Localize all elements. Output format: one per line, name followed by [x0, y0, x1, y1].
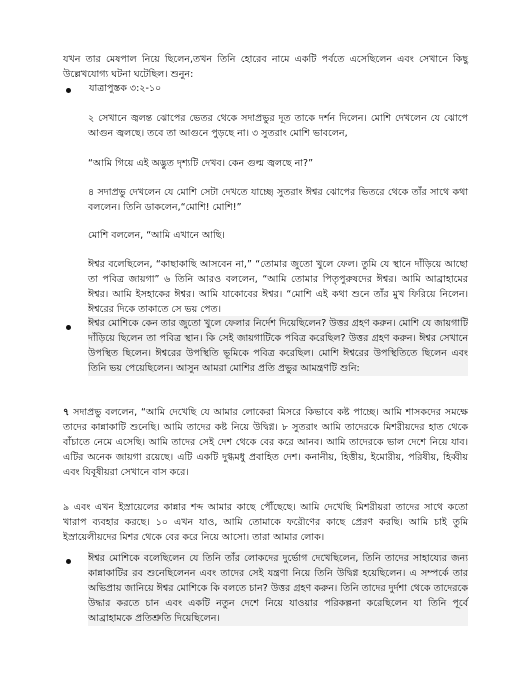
verse-3-quote: “আমি গিয়ে এই অদ্ভুত দৃশ্যটি দেখব। কেন গুল্ম জ্বলছে না?” — [88, 158, 314, 169]
verse-4-paragraph: ৪ সদাপ্রভু দেখলেন যে মোশি সেটা দেখতে যাচ্ছে৷ সুতরাং ঈশ্বর ঝোপের ভিতরে থেকে তাঁর সাথে কথা বললেন। তিনি ডাকলেন,“মোশি! মোশি!” — [88, 187, 468, 213]
intro-paragraph: যখন তার মেষপাল নিয়ে ছিলেন,তখন তিনি হোরেব নামে একটি পর্বতে এসেছিলেন এবং সেখানে কিছু উল্লেখযোগ্য ঘটনা ঘটেছিল। শুনুন: — [63, 54, 468, 80]
verse-7-8-paragraph: ৭ সদাপ্রভু বললেন, “আমি দেখেছি যে আমার লোকেরা মিসরে কিভাবে কষ্ট পাচ্ছে। আমি শাসকদের সমক্ষে তাদের কান্নাকাটি শুনেছি। আমি তাদের কষ্ট নিয়ে উদ্বিগ্ন। ৮ সুতরাং আমি তাদেরকে মিশরীয়দের হাত থেকে বাঁচাতে নেমে এসেছি। আমি তাদের সেই দেশ থেকে বের করে আনব। আমি তাদেরকে ভাল দেশে নিয়ে যাব। এটির অনেক জায়গা রয়েছে। এটি একটি দুগ্ধমধু প্রবাহিত দেশ। কনানীয়, হিত্তীয়, ইমোরীয়, পরিষীয়, হিব্বীয় এবং যিবূষীয়রা সেখানে বাস করে। — [63, 407, 468, 478]
bullet-icon — [66, 88, 71, 93]
question-2-paragraph: ঈশ্বর মোশিকে বলেছিলেন যে তিনি তাঁর লোকদের দুর্ভোগ দেখেছিলেন, তিনি তাদের সাহায্যের জন্য কান্নাকাটির রব শুনেছিলেনন এবং তাদের সেই যন্ত্রণা নিয়ে তিনি উদ্বিগ্ন হয়েছিলেন। এ সম্পর্কে তার অভিপ্রায় জানিয়ে ঈশ্বর মোশিকে কি বলতে চান? উত্তর গ্রহণ করুন। তিনি তাদের দুর্দশা থেকে তাদেরকে উদ্ধার করতে চান এবং একটি নতুন দেশে নিয়ে যাওয়ার পরিকল্পনা করেছিলেন যা তিনি পূর্বে আব্রাহামকে প্রতিশ্রুতি দিয়েছিলেন। — [88, 553, 468, 624]
verse-5-6-paragraph: ঈশ্বর বলেছিলেন, “কাছাকাছি আসবেন না,” “তোমার জুতো খুলে ফেল। তুমি যে স্থানে দাঁড়িয়ে আছো তা পবিত্র জায়গা” ৬ তিনি আরও বললেন, “আমি তোমার পিতৃপুরুষদের ঈশ্বর। আমি আব্রাহামের ঈশ্বর। আমি ইসহাকের ঈশ্বর। আমি যাকোবের ঈশ্বর। “মোশি এই কথা শুনে তাঁর মুখ ফিরিয়ে নিলেন। ঈশ্বরের দিকে তাকাতে সে ভয় পেত। — [88, 259, 468, 315]
verse-2-paragraph: ২ সেখানে জ্বলন্ত ঝোপের ভেতর থেকে সদাপ্রভুর দূত তাকে দর্শন দিলেন। মোশি দেখলেন যে ঝোপে আগুন জ্বলছে। তবে তা আগুনে পুড়ছে না। ৩ সুতরাং মোশি ভাবলেন, — [88, 113, 468, 139]
moses-reply: মোশি বললেন, “আমি এখানে আছি। — [88, 230, 225, 241]
scripture-reference: যাত্রাপুস্তক ৩:২-১০ — [89, 83, 162, 94]
question-1-paragraph: ঈশ্বর মোশিকে কেন তার জুতো খুলে ফেলার নির্দেশ দিয়েছিলেন? উত্তর গ্রহণ করুন। মোশি যে জায়গাটি দাঁড়িয়ে ছিলেন তা পবিত্র স্থান। কি সেই জায়গাটিকে পবিত্র করেছিল? উত্তর গ্রহণ করুন। ঈশ্বর সেখানে উপস্থিত ছিলেন। ঈশ্বরের উপস্থিতি ভূমিকে পবিত্র করেছিল। মোশি ঈশ্বরের উপস্থিতিতে ছিলেন এবং তিনি ভয় পেয়েছিলেন। আসুন আমরা মোশির প্রতি প্রভুর আমন্ত্রণটি শুনি: — [88, 318, 468, 374]
verse-9-10-paragraph: ৯ এবং এখন ইস্রায়েলের কান্নার শব্দ আমার কাছে পৌঁছেছে। আমি দেখেছি মিশরীয়রা তাদের সাথে কতো খারাপ ব্যবহার করছে। ১০ এখন যাও, আমি তোমাকে ফরৌণের কাছে প্রেরণ করছি। আমি চাই তুমি ইস্রায়েলীয়দের মিশর থেকে বের করে নিয়ে আসো। তারা আমার লোক। — [63, 502, 468, 543]
bullet-icon — [66, 559, 71, 564]
bullet-icon — [66, 325, 71, 330]
